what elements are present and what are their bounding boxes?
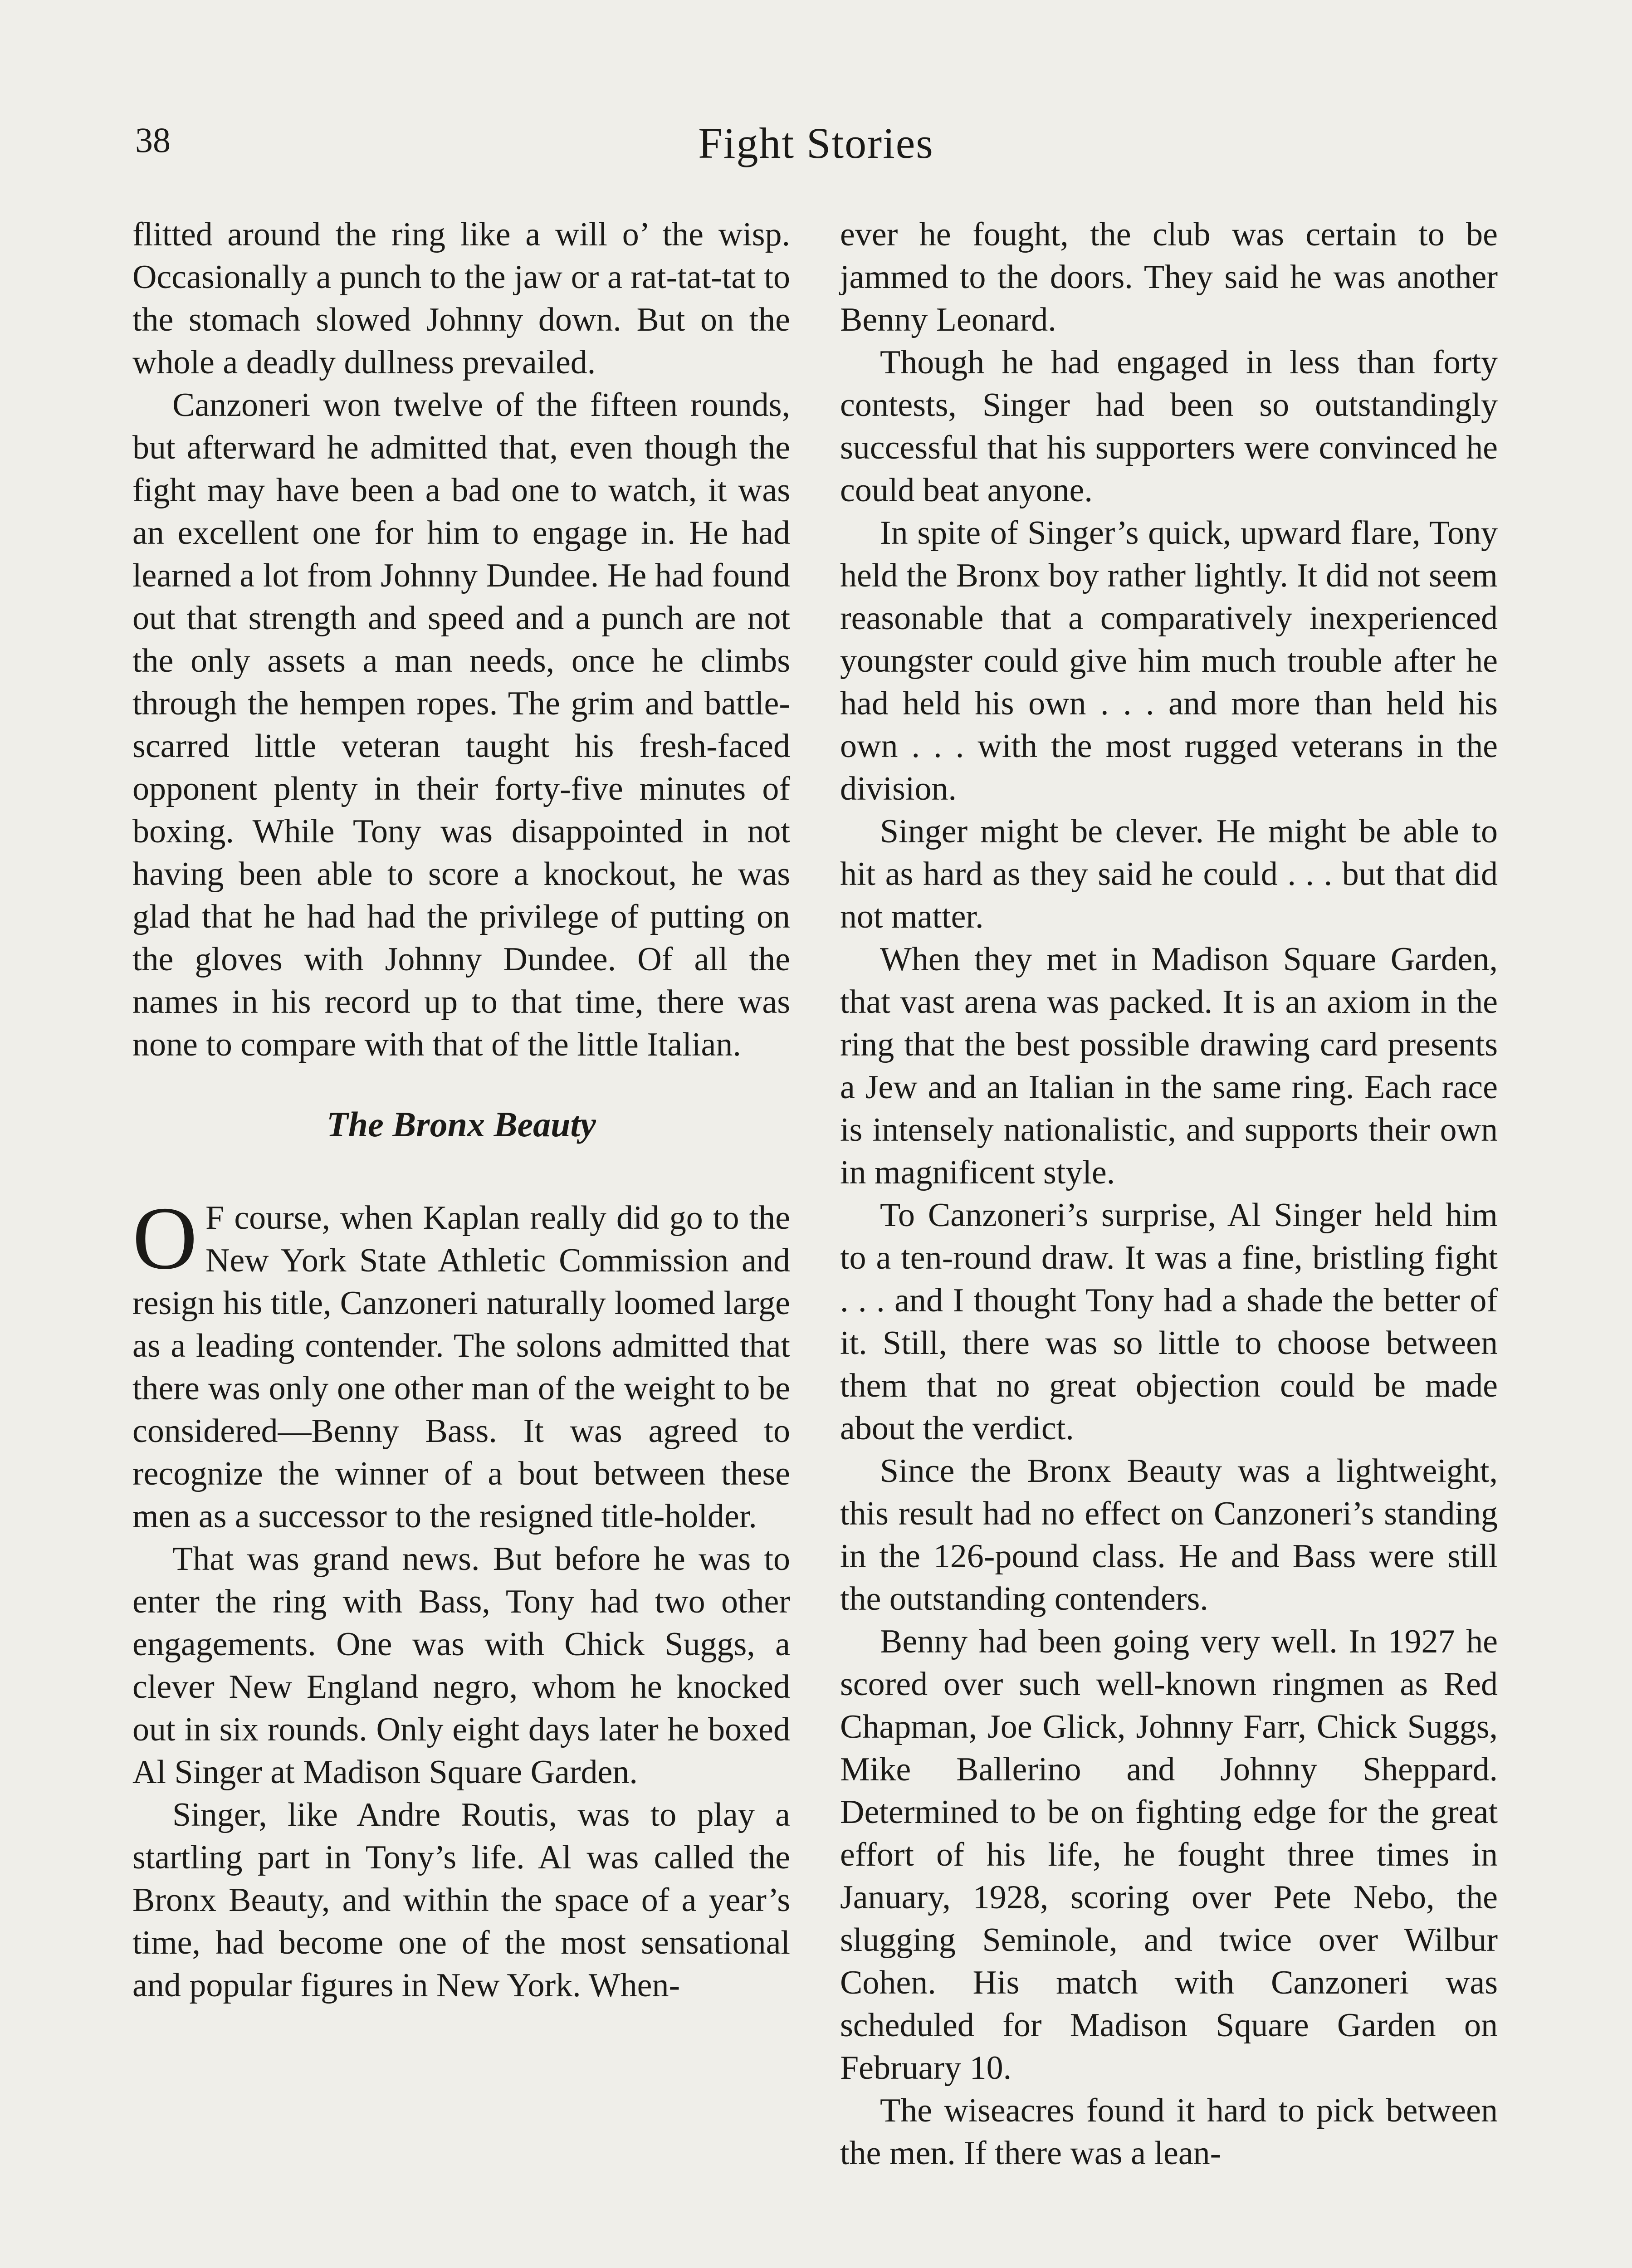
paragraph: When they met in Madison Square Garden, that vast arena was packed. It is an axiom in the ring that the best possible drawing card presents a Jew and an Italian in the same ring. Each race is intensely nationalistic, and supports their own in magnificent style.: [840, 941, 1498, 1191]
left-column: [132, 213, 790, 2007]
paragraph: ever he fought, the club was certain to be jammed to the doors. They said he was another Benny Leonard.: [840, 216, 1498, 338]
paragraph-text: F course, when Kaplan really did go to the New York State Athletic Commission and resign his title, Canzoneri naturally loomed large as a leading contender. The solons admitted that there was only one other man of the weight to be considered—Benny Bass. It was agreed to recognize the winner of a bout between these men as a successor to the resigned title-holder.: [132, 1199, 790, 1535]
paragraph: Canzoneri won twelve of the fifteen rounds, but afterward he admitted that, even though the fight may have been a bad one to watch, it was an excellent one for him to engage in. He had learned a lot from Johnny Dundee. He had found out that strength and speed and a punch are not the only assets a man needs, once he climbs through the hempen ropes. The grim and battle-scarred little veteran taught his fresh-faced opponent plenty in their forty-five minutes of boxing. While Tony was disappointed in not having been able to score a knockout, he was glad that he had had the privilege of putting on the gloves with Johnny Dundee. Of all the names in his record up to that time, there was none to compare with that of the little Italian.: [132, 386, 790, 1063]
paragraph: That was grand news. But before he was to enter the ring with Bass, Tony had two other engagements. One was with Chick Suggs, a clever New England negro, whom he knocked out in six rounds. Only eight days later he boxed Al Singer at Madison Square Garden.: [132, 1540, 790, 1791]
page-number: 38: [135, 120, 171, 160]
paragraph-with-dropcap: [132, 1188, 790, 1538]
paragraph: The wiseacres found it hard to pick between the men. If there was a lean-: [840, 2092, 1498, 2172]
right-column: [840, 213, 1498, 2175]
paragraph: Though he had engaged in less than forty contests, Singer had been so outstandingly successful that his supporters were convinced he could beat anyone.: [840, 344, 1498, 509]
running-head: Fight Stories: [698, 119, 934, 167]
drop-cap: O: [132, 1188, 197, 1288]
paragraph: flitted around the ring like a will o’ the wisp. Occasionally a punch to the jaw or a rat-tat-tat to the stomach slowed Johnny down. But on the whole a deadly dullness prevailed.: [132, 216, 790, 381]
paragraph: Singer, like Andre Routis, was to play a startling part in Tony’s life. Al was called the Bronx Beauty, and within the space of a year’s time, had become one of the most sensational and popular figures in New York. When-: [132, 1796, 790, 2004]
paragraph: Since the Bronx Beauty was a lightweight, this result had no effect on Canzoneri’s standing in the 126-pound class. He and Bass were still the outstanding contenders.: [840, 1452, 1498, 1618]
paragraph: Singer might be clever. He might be able to hit as hard as they said he could . . . but that did not matter.: [840, 813, 1498, 935]
paragraph: To Canzoneri’s surprise, Al Singer held him to a ten-round draw. It was a fine, bristling fight . . . and I thought Tony had a shade the better of it. Still, there was so little to choose between them that no great objection could be made about the verdict.: [840, 1197, 1498, 1447]
paragraph: In spite of Singer’s quick, upward flare, Tony held the Bronx boy rather lightly. It did not seem reasonable that a comparatively inexperienced youngster could give him much trouble after he had held his own . . . and more than held his own . . . with the most rugged veterans in the division.: [840, 514, 1498, 807]
paragraph: Benny had been going very well. In 1927 he scored over such well-known ringmen as Red Chapman, Joe Glick, Johnny Farr, Chick Suggs, Mike Ballerino and Johnny Sheppard. Determined to be on fighting edge for the great effort of his life, he fought three times in January, 1928, scoring over Pete Nebo, the slugging Seminole, and twice over Wilbur Cohen. His match with Canzoneri was scheduled for Madison Square Garden on February 10.: [840, 1623, 1498, 2087]
section-subheading: The Bronx Beauty: [327, 1105, 596, 1144]
